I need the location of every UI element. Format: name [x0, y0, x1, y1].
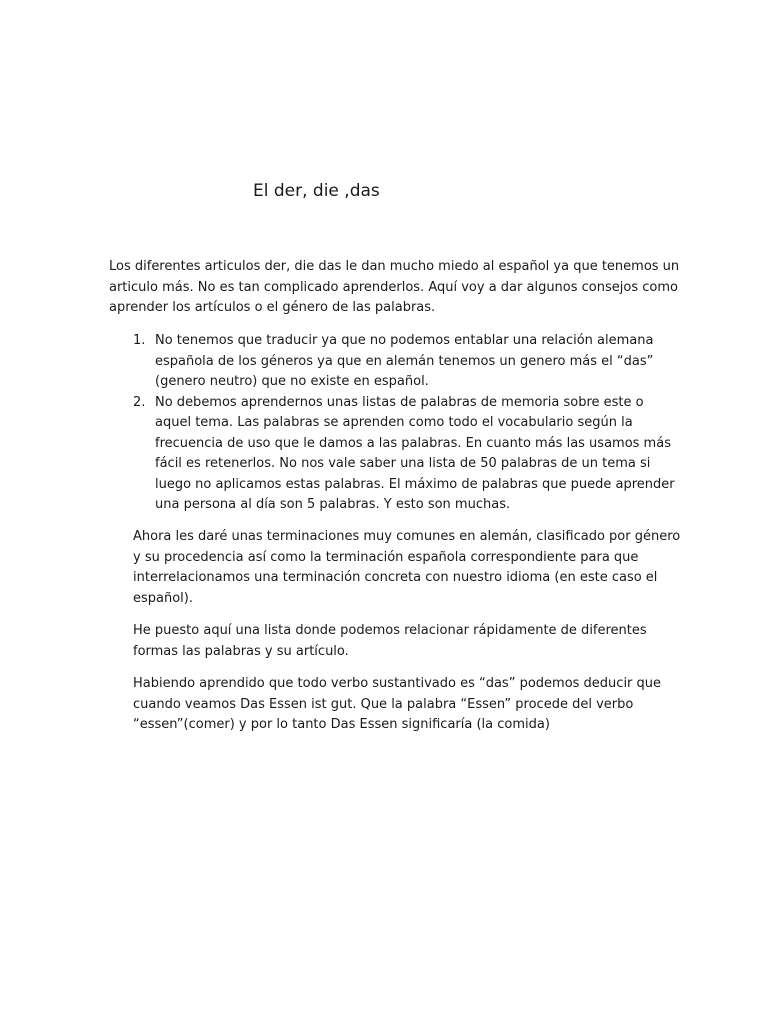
paragraph-line: interrelacionamos una terminación concreta con nuestro idioma (en este caso el — [133, 570, 658, 585]
body-paragraph — [133, 674, 673, 736]
list-item-line: No debemos aprendernos unas listas de palabras de memoria sobre este o — [155, 394, 644, 410]
tips-list — [133, 331, 673, 516]
intro-line: articulo más. No es tan complicado aprenderlos. Aquí voy a dar algunos consejos como — [109, 279, 678, 295]
paragraph-line: y su procedencia así como la terminación española correspondiente para que — [133, 549, 639, 565]
list-item-line: una persona al día son 5 palabras. Y esto son muchas. — [155, 497, 511, 512]
list-item-line: (genero neutro) que no existe en español. — [155, 374, 429, 389]
paragraph-line: cuando veamos Das Essen ist gut. Que la palabra “Essen” procede del verbo — [133, 696, 634, 712]
intro-paragraph — [109, 257, 680, 319]
paragraph-line: “essen”(comer) y por lo tanto Das Essen significaría (la comida) — [133, 717, 550, 732]
list-item-line: fácil es retenerlos. No nos vale saber una lista de 50 palabras de un tema si — [155, 456, 651, 471]
list-item-number: 2. — [133, 394, 146, 410]
list-item-line: frecuencia de uso que le damos a las palabras. En cuanto más las usamos más — [155, 435, 671, 451]
intro-line: Los diferentes articulos der, die das le dan mucho miedo al español ya que tenemos un — [109, 259, 680, 274]
list-item-line: No tenemos que traducir ya que no podemos entablar una relación alemana — [155, 333, 654, 348]
body-paragraph — [133, 527, 681, 609]
intro-line: aprender los artículos o el género de las palabras. — [109, 300, 436, 315]
body-paragraph — [133, 621, 673, 662]
paragraph-line: Habiendo aprendido que todo verbo sustantivado es “das” podemos deducir que — [133, 676, 662, 691]
paragraph-line: He puesto aquí una lista donde podemos relacionar rápidamente de diferentes — [133, 623, 647, 638]
document-title: El der, die ,das — [253, 181, 380, 201]
tips-list-item — [133, 331, 673, 393]
list-item-number: 1. — [133, 333, 146, 348]
tips-list-item — [133, 393, 673, 516]
paragraph-line: español). — [133, 590, 193, 606]
paragraph-line: formas las palabras y su artículo. — [133, 643, 349, 659]
list-item-line: aquel tema. Las palabras se aprenden como todo el vocabulario según la — [155, 415, 633, 430]
list-item-line: luego no aplicamos estas palabras. El máximo de palabras que puede aprender — [155, 476, 675, 492]
paragraph-line: Ahora les daré unas terminaciones muy comunes en alemán, clasificado por género — [133, 529, 681, 544]
list-item-line: española de los géneros ya que en alemán tenemos un genero más el “das” — [155, 353, 654, 369]
